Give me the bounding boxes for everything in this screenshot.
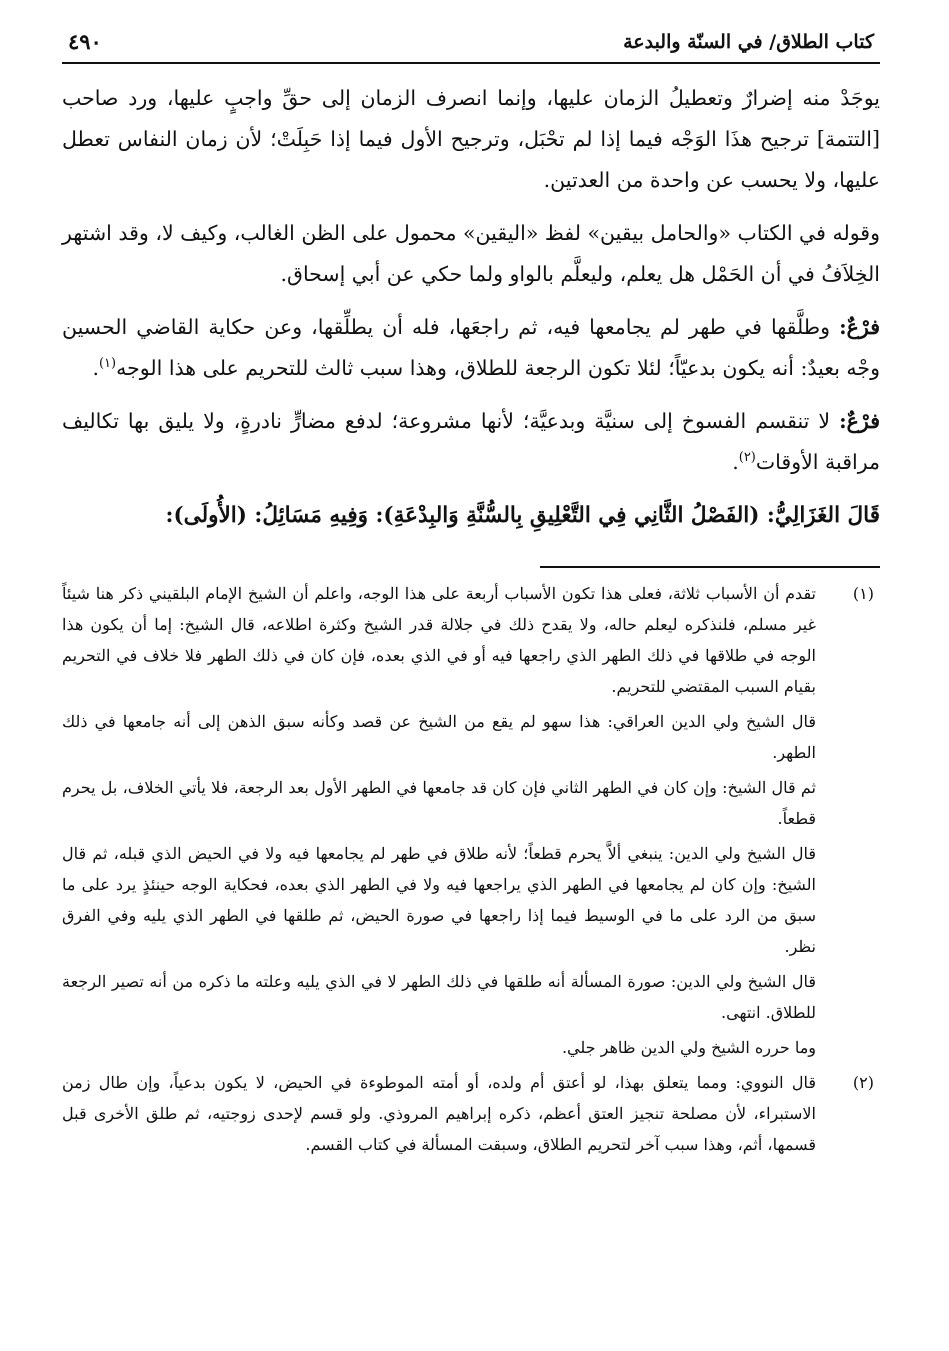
far-end: .	[92, 356, 99, 380]
footnotes	[62, 578, 880, 1164]
footnote-paragraph: قال الشيخ ولي الدين: ينبغي ألاَّ يحرم قطعاً؛ لأنه طلاق في طهر لم يجامعها فيه ولا في الحيض الذي قبله، ثم قال الشيخ: وإن كان لم يجامعها في الطهر الذي يراجعها فيه ولا في الطهر الذي بعده، فحكاية الوجه حينئذٍ يرد على ما سبق من الرد على ما في الوسيط فيما إذا راجعها في صورة الحيض، ثم طلقها في الطهر الذي يليه وفي الفرق نظر.	[62, 844, 816, 956]
footnote-paragraph: قال الشيخ ولي الدين العراقي: هذا سهو لم يقع من الشيخ عن قصد وكأنه سبق الذهن إلى أنه جامعها في ذلك الطهر.	[62, 712, 816, 762]
footnote-paragraph: تقدم أن الأسباب ثلاثة، فعلى هذا تكون الأسباب أربعة على هذا الوجه، واعلم أن الشيخ الإمام البلقيني ذكر هنا شيئاً غير مسلم، فلنذكره ليعلم حاله، ولا يقدح ذلك في جلالة قدر الشيخ وكثرة اطلاعه، قال الشيخ: إما أن يكون هذا الوجه في طلاقها في ذلك الطهر الذي راجعها فيه أو في الذي بعده، فإن كان في ذلك الطهر فلا خلاف في التحريم بقيام السبب المقتضي للتحريم.	[62, 584, 816, 696]
far-paragraph	[62, 307, 880, 389]
footnote-body	[62, 1067, 816, 1164]
page-number: ٤٩٠	[68, 29, 102, 54]
far-text: لا تنقسم الفسوخ إلى سنيَّة وبدعيَّة؛ لأنها مشروعة؛ لدفع مضارٍّ نادرةٍ، ولا يليق بها تكاليف مراقبة الأوقات	[62, 409, 880, 474]
far-lead: فرْعٌ:	[839, 409, 880, 433]
paragraph: يوجَدْ منه إضرارٌ وتعطيلُ الزمان عليها، وإنما انصرف الزمان إلى حقِّ واجبٍ عليها، ورد صاحب [التتمة] ترجيح هذَا الوَجْه فيما إذا لم تحْبَل، وترجيح الأول فيما إذا حَبِلَتْ؛ لأن زمان النفاس تعطل عليها، ولا يحسب عن واحدة من العدتين.	[62, 86, 880, 192]
running-header	[62, 28, 880, 64]
far-end: .	[732, 450, 739, 474]
footnote-paragraph: ثم قال الشيخ: وإن كان في الطهر الثاني فإن كان قد جامعها في الطهر الأول بعد الرجعة، فلا يأتي الخلاف، بل يحرم قطعاً.	[62, 778, 817, 828]
footnote	[62, 1067, 880, 1164]
footnote-ref[interactable]: (١)	[98, 356, 117, 372]
footnote-separator	[540, 566, 880, 568]
footnote-paragraph: قال الشيخ ولي الدين: صورة المسألة أنه طلقها في ذلك الطهر لا في الذي يليه وعلته ما ذكره من أنه تصير الرجعة للطلاق. انتهى.	[62, 972, 816, 1022]
section-heading: قَالَ الغَزَالِيُّ: (الفَصْلُ الثَّانِي فِي التَّعْلِيقِ بِالسُّنَّةِ وَالبِدْعَةِ): وَفِيهِ مَسَائِلُ: (الأُولَى):	[165, 503, 880, 528]
footnote-number: (٢)	[852, 1073, 874, 1092]
paragraph: وقوله في الكتاب «والحامل بيقين» لفظ «اليقين» محمول على الظن الغالب، وكيف لا، وقد اشتهر الخِلاَفُ في أن الحَمْل هل يعلم، وليعلَّم بالواو ولما حكي عن أبي إسحاق.	[62, 221, 880, 286]
footnote-paragraph: وما حرره الشيخ ولي الدين ظاهر جلي.	[561, 1038, 816, 1057]
footnote	[62, 578, 880, 1067]
far-lead: فرْعٌ:	[839, 315, 880, 339]
header-title: كتاب الطلاق/ في السنّة والبدعة	[623, 31, 874, 53]
book-page	[62, 28, 880, 1164]
footnote-ref[interactable]: (٢)	[738, 450, 756, 466]
far-paragraph	[62, 401, 880, 483]
footnote-body	[62, 578, 816, 1067]
far-text: وطلَّقها في طهر لم يجامعها فيه، ثم راجعَها، فله أن يطلِّقها، وعن حكاية القاضي الحسين وجْه بعيدٌ: أنه يكون بدعيّاً؛ لئلا تكون الرجعة للطلاق، وهذا سبب ثالث للتحريم على هذا الوجه	[62, 315, 880, 380]
main-text	[62, 78, 880, 536]
footnote-number: (١)	[852, 584, 874, 603]
footnote-paragraph: قال النووي: ومما يتعلق بهذا، لو أعتق أم ولده، أو أمته الموطوءة في الحيض، لا يكون بدعياً، وإن طال زمن الاستبراء، لأن مصلحة تنجيز العتق أعظم، ذكره إبراهيم المروذي. ولو قسم لإحدى زوجتيه، ثم طلق الأخرى قبل قسمها، أثم، وهذا سبب آخر لتحريم الطلاق، وسبقت المسألة في كتاب القسم.	[62, 1073, 816, 1154]
